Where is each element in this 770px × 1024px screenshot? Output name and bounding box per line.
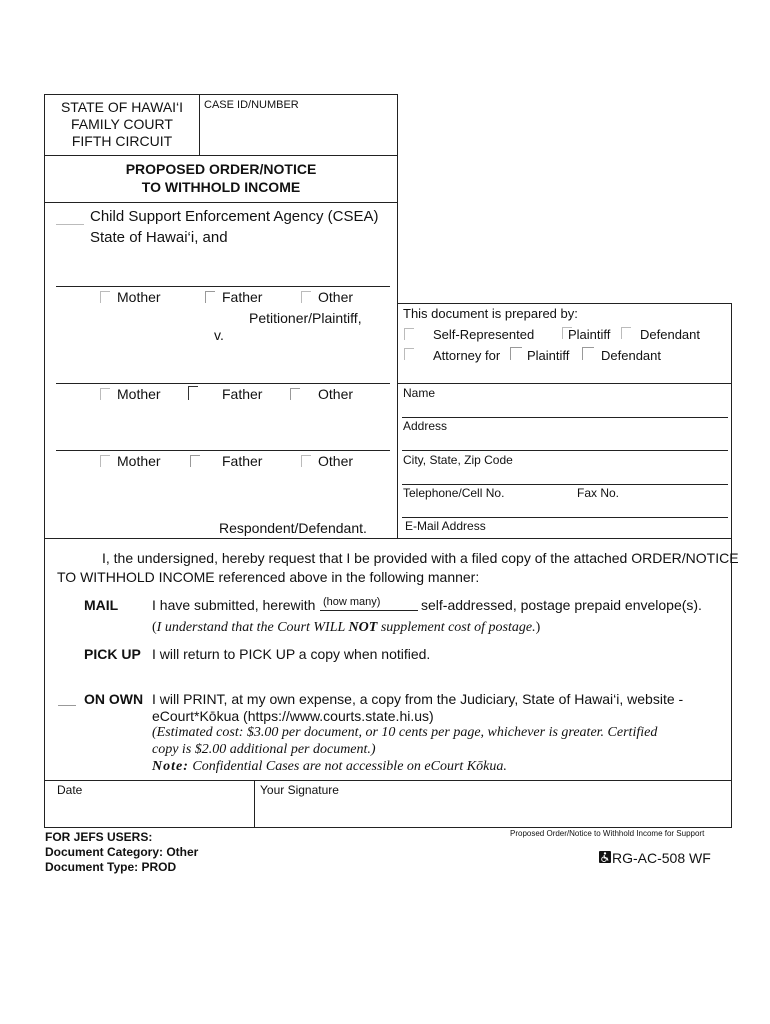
prepared-by-heading: This document is prepared by: [403, 306, 578, 321]
city-state-zip-line[interactable] [402, 484, 728, 485]
jefs-heading: FOR JEFS USERS: [45, 830, 153, 844]
on-own-label: ON OWN [84, 691, 144, 707]
court-header-divider [199, 94, 200, 156]
title-line2: TO WITHHOLD INCOME [141, 179, 301, 195]
respondent-a-mother-checkbox[interactable] [100, 388, 110, 400]
petitioner-role: Petitioner/Plaintiff, [249, 310, 362, 326]
respondent-b-mother-label: Mother [117, 453, 161, 469]
request-intro-line1: I, the undersigned, hereby request that I be provided with a filed copy of the attached ORDER/NOTICE [102, 550, 739, 566]
address-field-label: Address [403, 419, 448, 433]
note-line [152, 758, 507, 775]
respondent-a-other-checkbox[interactable] [290, 388, 300, 400]
agency-state: State of Hawai‘i, and [90, 229, 228, 246]
prepared-by-divider [397, 383, 732, 384]
mail-how-many-line[interactable] [320, 610, 418, 611]
respondent-b-other-checkbox[interactable] [301, 455, 311, 467]
signature-label: Your Signature [260, 783, 339, 797]
name-field-line[interactable] [402, 417, 728, 418]
petitioner-mother-checkbox[interactable] [100, 291, 110, 303]
petitioner-name-line [56, 286, 390, 287]
petitioner-mother-label: Mother [117, 289, 161, 305]
attorney-plaintiff-label: Plaintiff [527, 348, 570, 363]
petitioner-father-label: Father [222, 289, 263, 305]
telephone-label: Telephone/Cell No. [403, 486, 505, 500]
address-field-line[interactable] [402, 450, 728, 451]
mail-text-a: I have submitted, herewith [152, 597, 316, 613]
versus-label: v. [214, 327, 224, 343]
on-own-cost-line2: copy is $2.00 additional per document.) [152, 742, 376, 757]
mail-note-text-a: I understand that the Court WILL [156, 620, 349, 635]
court-state: STATE OF HAWAI‘I [60, 99, 184, 115]
court-circuit: FIFTH CIRCUIT [71, 133, 173, 149]
mail-note [152, 619, 540, 636]
on-own-line1: I will PRINT, at my own expense, a copy from the Judiciary, State of Hawai‘i, website - [152, 691, 684, 707]
mail-text-b: self-addressed, postage prepaid envelope(s). [421, 597, 702, 613]
mail-how-many: (how many) [323, 596, 381, 608]
respondent-a-line [56, 383, 390, 384]
on-own-checkbox-line[interactable] [58, 705, 76, 706]
note-text: Confidential Cases are not accessible on eCourt Kōkua. [188, 759, 507, 774]
on-own-line2: eCourt*Kōkua (https://www.courts.state.hi.us) [152, 708, 434, 724]
signature-row-top [44, 780, 732, 781]
on-own-cost-line1: (Estimated cost: $3.00 per document, or 10 cents per page, whichever is greater. Certified [152, 725, 658, 740]
name-field-label: Name [403, 386, 436, 400]
attorney-plaintiff-checkbox[interactable] [510, 347, 522, 360]
pickup-label: PICK UP [84, 646, 141, 662]
respondent-role: Respondent/Defendant. [219, 520, 367, 536]
fax-label: Fax No. [577, 486, 620, 500]
email-label: E-Mail Address [405, 519, 486, 533]
agency-checkbox-line [56, 224, 84, 225]
attorney-defendant-label: Defendant [601, 348, 661, 363]
pickup-text: I will return to PICK UP a copy when notified. [152, 646, 431, 662]
form-number: RG-AC-508 WF [612, 850, 711, 866]
mail-note-close: ) [535, 620, 541, 635]
defendant-checkbox[interactable] [621, 327, 631, 339]
court-family: FAMILY COURT [71, 116, 173, 132]
parties-right-border [397, 203, 398, 303]
respondent-a-other-label: Other [318, 386, 354, 402]
jefs-type: Document Type: PROD [45, 860, 177, 874]
mail-note-text-c: supplement cost of postage. [377, 620, 536, 635]
respondent-a-father-label: Father [222, 386, 263, 402]
note-label: Note: [152, 759, 189, 774]
respondent-a-mother-label: Mother [117, 386, 161, 402]
attorney-checkbox[interactable] [404, 348, 414, 360]
respondent-b-father-checkbox[interactable] [190, 455, 200, 467]
respondent-b-other-label: Other [318, 453, 354, 469]
mail-note-not: NOT [348, 620, 378, 635]
petitioner-father-checkbox[interactable] [205, 291, 215, 303]
request-intro-line2: TO WITHHOLD INCOME referenced above in the following manner: [57, 569, 480, 585]
attorney-defendant-checkbox[interactable] [582, 347, 594, 360]
mail-note-open: ( [152, 620, 157, 635]
parties-left-border [44, 203, 45, 539]
petitioner-other-checkbox[interactable] [301, 291, 311, 303]
defendant-label: Defendant [640, 327, 700, 342]
respondent-b-father-label: Father [222, 453, 263, 469]
city-state-zip-label: City, State, Zip Code [403, 453, 513, 467]
attorney-for-label: Attorney for [433, 348, 501, 363]
mail-label: MAIL [84, 597, 119, 613]
petitioner-other-label: Other [318, 289, 354, 305]
self-represented-label: Self-Represented [433, 327, 535, 342]
respondent-b-mother-checkbox[interactable] [100, 455, 110, 467]
date-label: Date [57, 783, 83, 797]
telephone-line[interactable] [402, 517, 728, 518]
wheelchair-icon [599, 851, 611, 863]
agency-name: Child Support Enforcement Agency (CSEA) [90, 208, 379, 225]
plaintiff-label: Plaintiff [568, 327, 611, 342]
title-line1: PROPOSED ORDER/NOTICE [125, 161, 317, 177]
respondent-b-line [56, 450, 390, 451]
self-represented-checkbox[interactable] [404, 328, 414, 340]
case-id-label: CASE ID/NUMBER [204, 99, 299, 111]
respondent-a-father-checkbox[interactable] [188, 386, 198, 400]
form-title: Proposed Order/Notice to Withhold Income for Support [510, 829, 705, 838]
signature-row-divider [254, 780, 255, 828]
jefs-category: Document Category: Other [45, 845, 199, 859]
